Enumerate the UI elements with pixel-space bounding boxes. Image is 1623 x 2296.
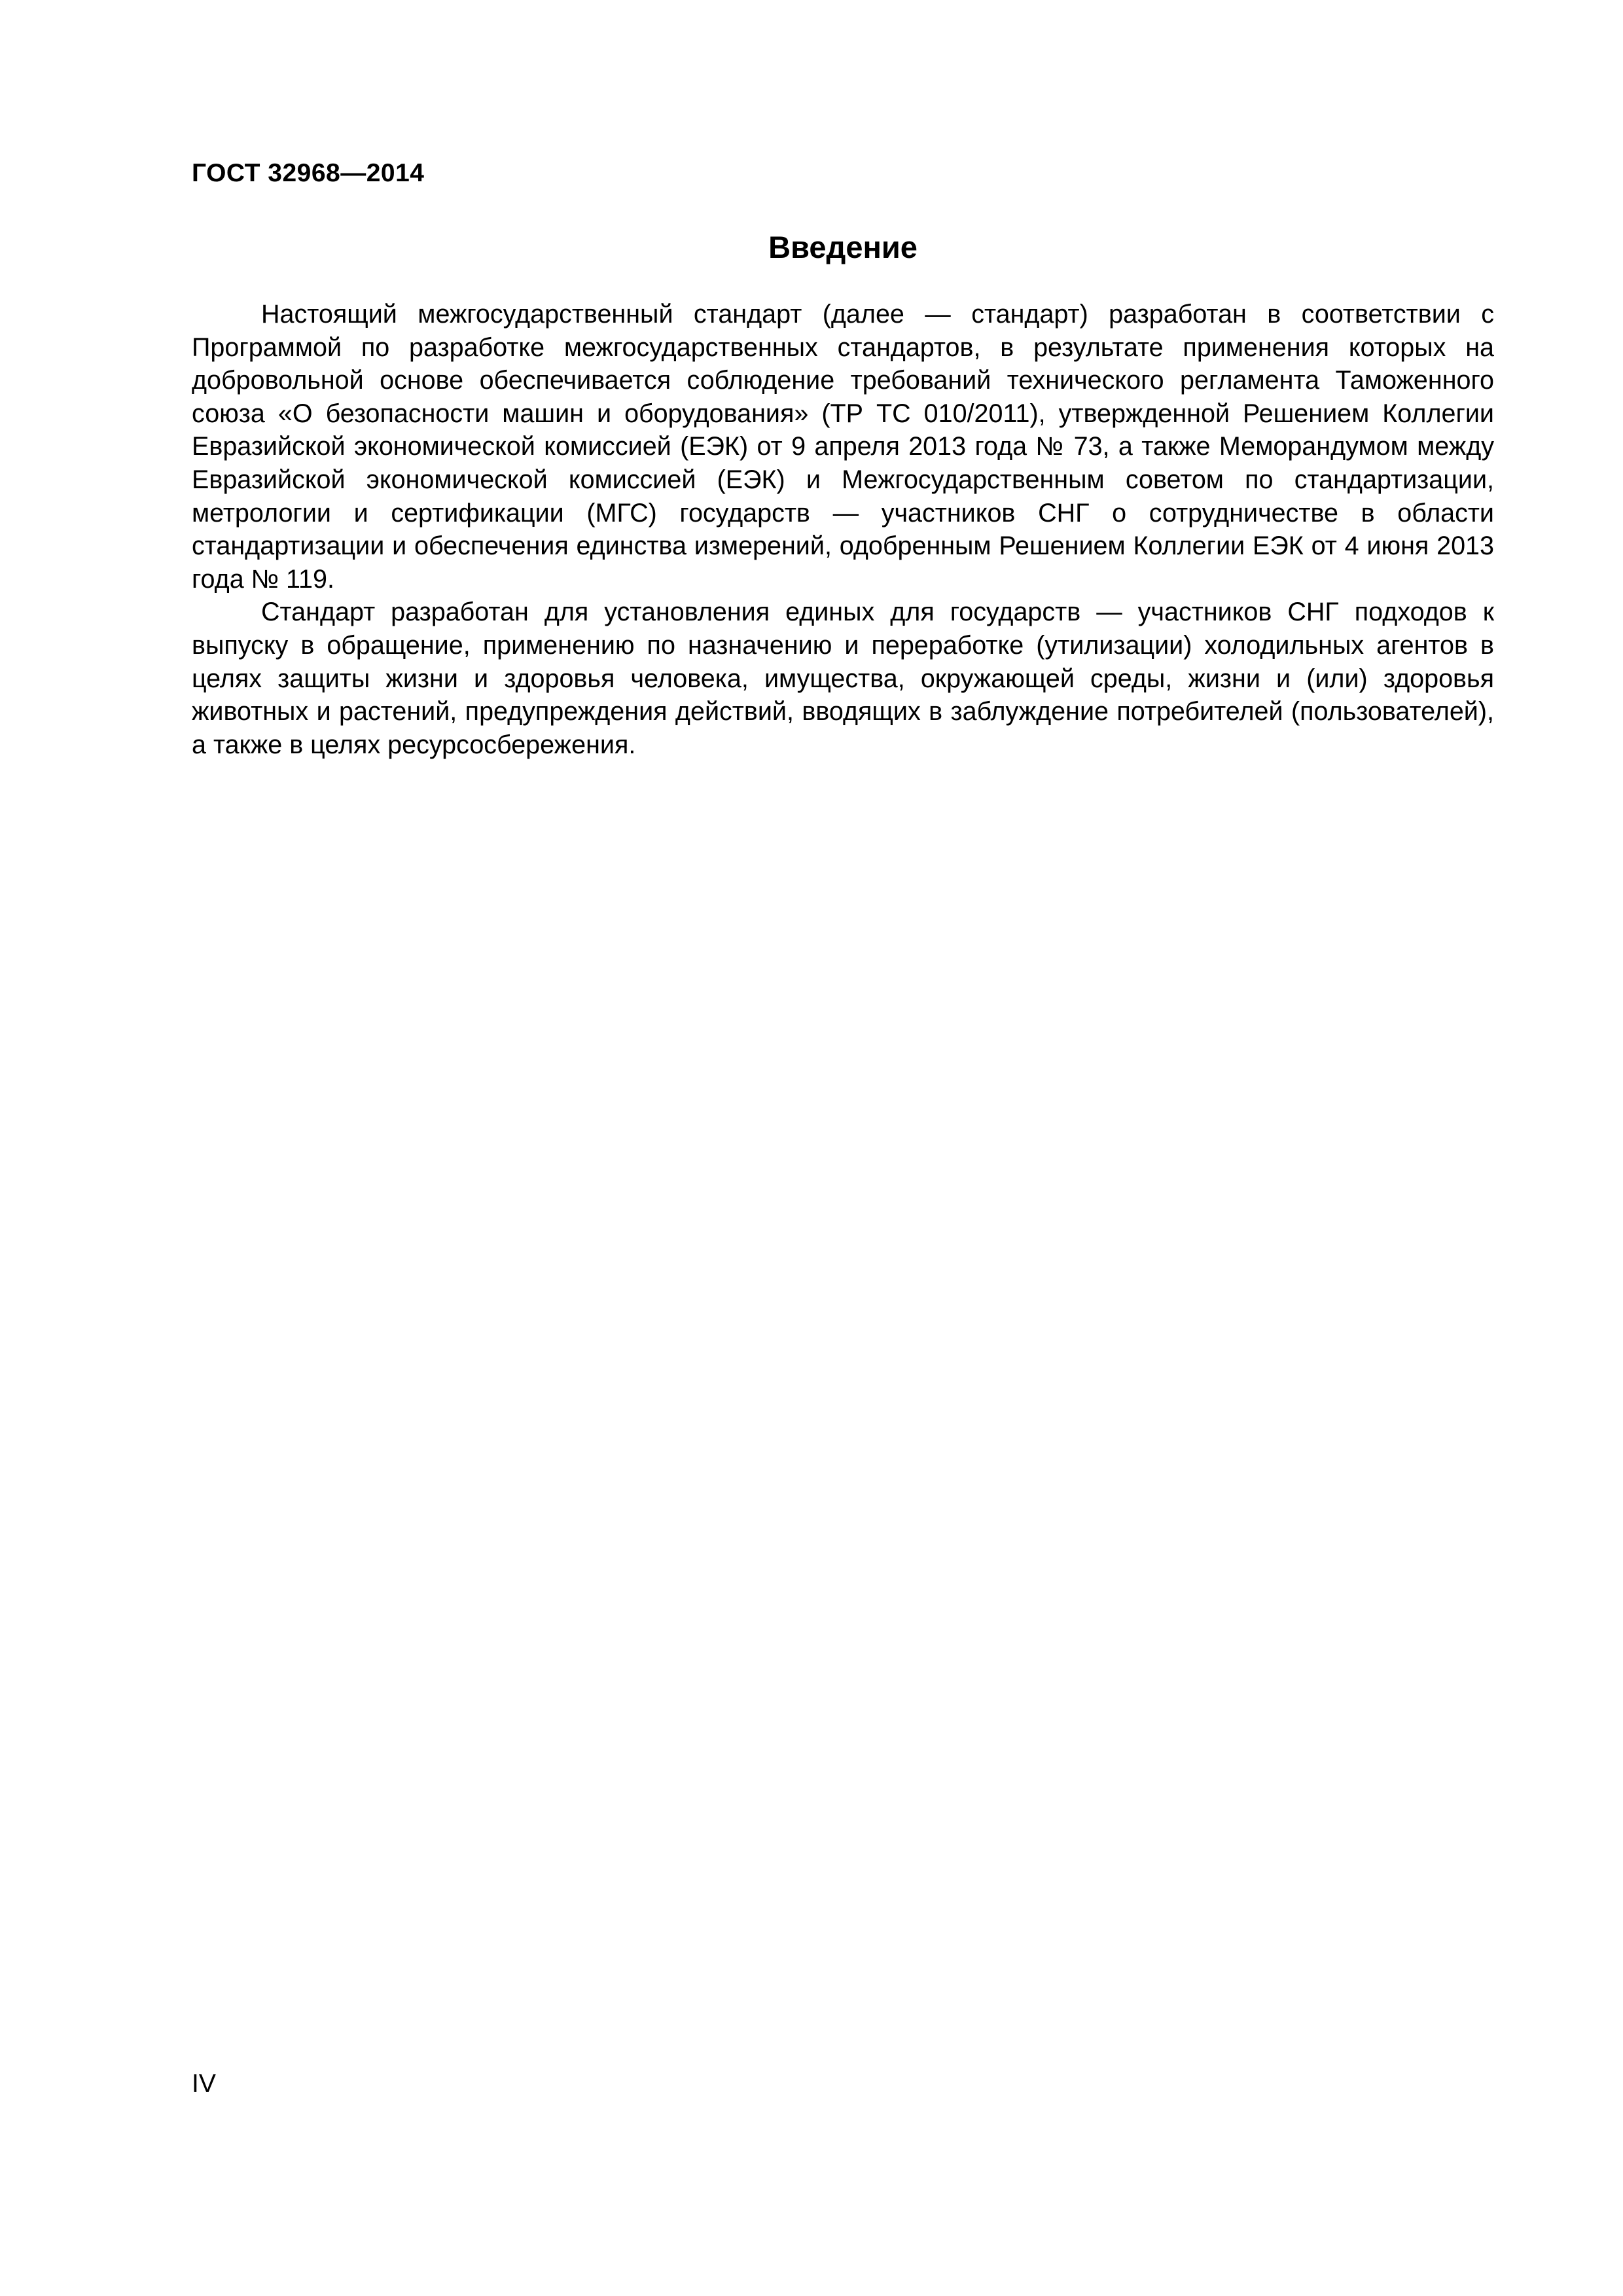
paragraph-1: Настоящий межгосударственный стандарт (далее — стандарт) разработан в соответствии с Программой по разработке межгосударственных стандартов, в результате применения которых на добровольной основе обеспечивается соблюдение требований технического регламента Таможенного союза «О безопасности машин и оборудования» (ТР ТС 010/2011), утвержденной Решением Коллегии Евразийской экономической комиссией (ЕЭК) от 9 апреля 2013 года № 73, а также Меморандумом между Евразийской экономической комиссией (ЕЭК) и Межгосударственным советом по стандартизации, метрологии и сертификации (МГС) государств — участников СНГ о сотрудничестве в области стандартизации и обеспечения единства измерений, одобренным Решением Коллегии ЕЭК от 4 июня 2013 года № 119. <box>192 300 1494 594</box>
page-number: IV <box>192 2070 216 2098</box>
paragraph-2: Стандарт разработан для установления единых для государств — участников СНГ подходов к выпуску в обращение, применению по назначению и переработке (утилизации) холодильных агентов в целях защиты жизни и здоровья человека, имущества, окружающей среды, жизни и (или) здоровья животных и растений, предупреждения действий, вводящих в заблуждение потребителей (пользователей), а также в целях ресурсосбережения. <box>192 598 1494 759</box>
document-code-header: ГОСТ 32968—2014 <box>192 159 425 187</box>
section-title: Введение <box>768 230 918 264</box>
introduction-body <box>192 298 1494 761</box>
